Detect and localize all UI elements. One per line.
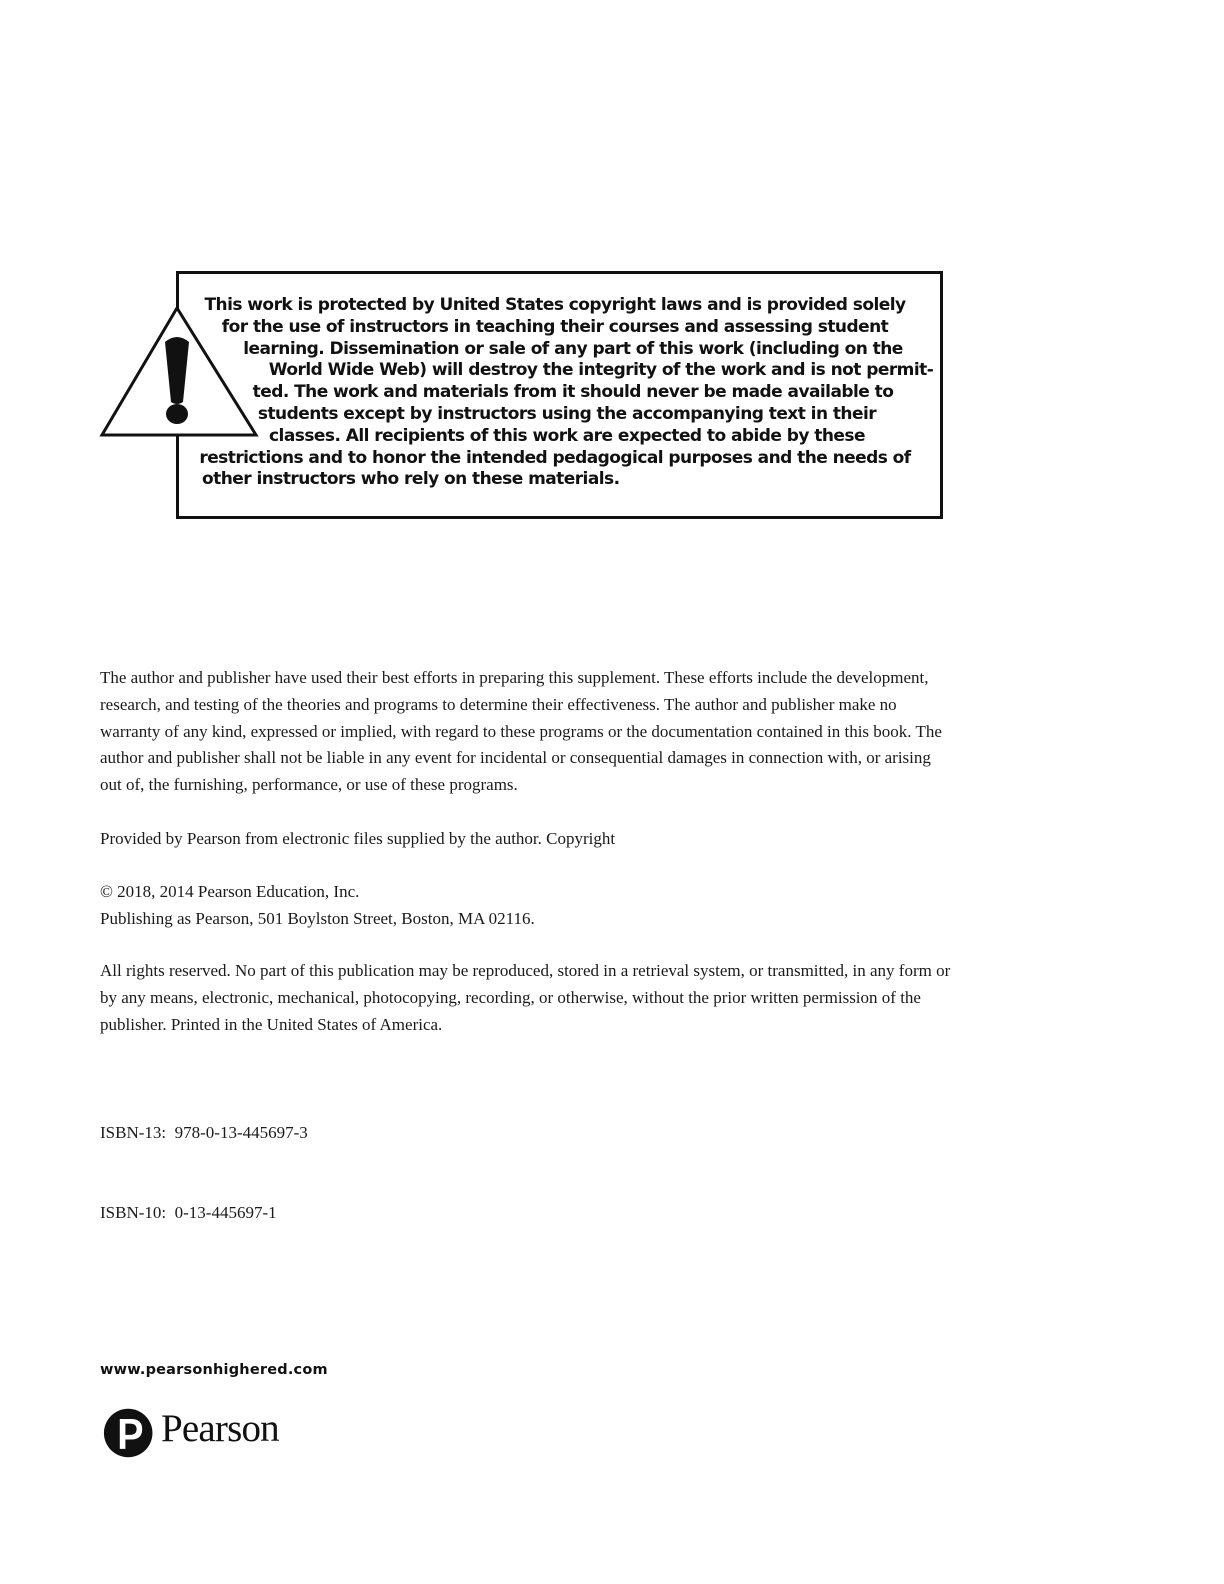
disclaimer-line: out of, the furnishing, performance, or use of these programs. bbox=[100, 775, 518, 795]
disclaimer-line: research, and testing of the theories and programs to determine their effectiveness. The author and publisher make no bbox=[100, 694, 897, 714]
warning-text-line: for the use of instructors in teaching their courses and assessing student bbox=[221, 317, 889, 337]
isbn-block bbox=[100, 1066, 1060, 1254]
warning-text-line: students except by instructors using the accompanying text in their bbox=[257, 404, 877, 424]
isbn-13: ISBN-13: 978-0-13-445697-3 bbox=[100, 1122, 308, 1142]
copyright-line: © 2018, 2014 Pearson Education, Inc. bbox=[100, 882, 360, 901]
rights-line: All rights reserved. No part of this publication may be reproduced, stored in a retrieval system, or transmitted, in any form or bbox=[100, 961, 951, 980]
pearson-p-logo-icon bbox=[103, 1404, 159, 1462]
warning-text-line: World Wide Web) will destroy the integrity of the work and is not permit- bbox=[268, 360, 934, 380]
rights-line: publisher. Printed in the United States of America. bbox=[100, 1014, 443, 1034]
disclaimer-line: The author and publisher have used their best efforts in preparing this supplement. These efforts include the development, bbox=[100, 668, 929, 687]
rights-paragraph bbox=[100, 958, 1060, 1038]
warning-text-line: ted. The work and materials from it should never be made available to bbox=[252, 382, 894, 402]
pearson-wordmark: Pearson bbox=[161, 1407, 279, 1450]
warning-text-line: classes. All recipients of this work are expected to abide by these bbox=[269, 426, 865, 446]
publisher-address-line: Publishing as Pearson, 501 Boylston Street, Boston, MA 02116. bbox=[100, 908, 535, 928]
warning-text-line: This work is protected by United States copyright laws and is provided solely bbox=[204, 295, 906, 315]
disclaimer-line: warranty of any kind, expressed or implied, with regard to these programs or the documentation contained in this book. The bbox=[100, 721, 942, 741]
rights-line: by any means, electronic, mechanical, photocopying, recording, or otherwise, without the prior written permission of the bbox=[100, 987, 921, 1007]
disclaimer-paragraph bbox=[100, 665, 1060, 799]
warning-text-line: restrictions and to honor the intended pedagogical purposes and the needs of bbox=[199, 448, 911, 468]
warning-text-line: other instructors who rely on these materials. bbox=[202, 469, 620, 489]
website-link[interactable]: www.pearsonhighered.com bbox=[100, 1362, 328, 1378]
isbn-10: ISBN-10: 0-13-445697-1 bbox=[100, 1202, 277, 1222]
disclaimer-line: author and publisher shall not be liable in any event for incidental or consequential damages in connection with, or arising bbox=[100, 748, 931, 768]
provided-by-line: Provided by Pearson from electronic files supplied by the author. Copyright bbox=[100, 829, 616, 848]
copyright-block bbox=[100, 879, 1060, 933]
warning-text-line: learning. Dissemination or sale of any part of this work (including on the bbox=[243, 339, 903, 359]
